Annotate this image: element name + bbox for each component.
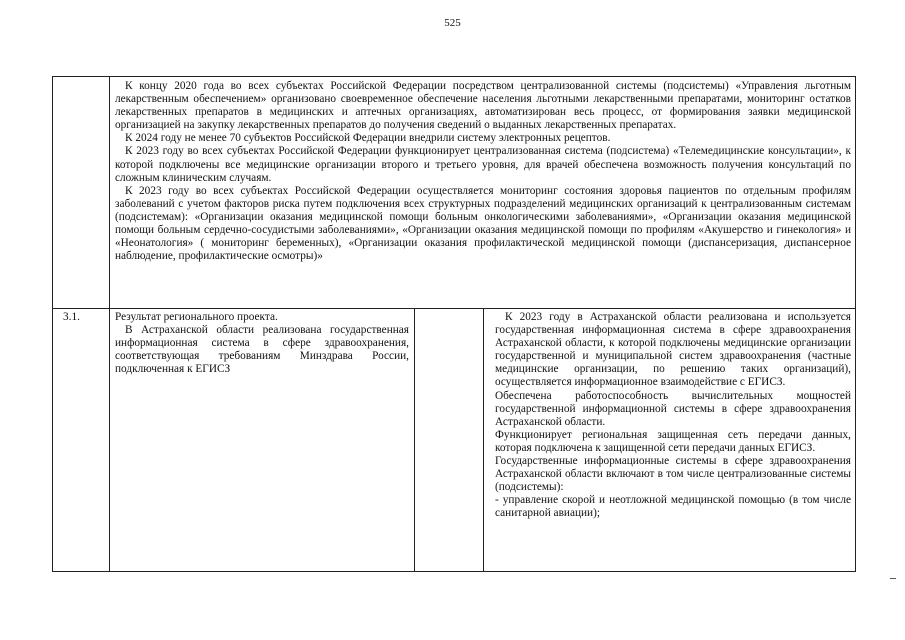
column-divider — [414, 309, 415, 571]
row-number: 3.1. — [63, 311, 80, 323]
paragraph: К 2024 году не менее 70 субъектов Российской Федерации внедрили систему электронных рецептов. — [125, 132, 611, 145]
description-cell — [495, 311, 851, 521]
margin-mark — [890, 578, 896, 579]
document-table — [52, 76, 856, 572]
row-divider — [53, 308, 855, 309]
column-divider — [483, 309, 484, 571]
list-item: - управление скорой и неотложной медицинской помощью (в том числе санитарной авиации); — [495, 494, 851, 520]
paragraph: Государственные информационные системы в сфере здравоохранения Астраханской области включают в том числе централизованные системы (подсистемы): — [495, 455, 851, 494]
paragraph: Обеспечена работоспособность вычислительных мощностей государственной информационной системы в сфере здравоохранения Астраханской области. — [495, 389, 851, 428]
result-heading: Результат регионального проекта. — [115, 311, 278, 323]
paragraph: К 2023 году во всех субъектах Российской Федерации функционирует централизованная система (подсистема) «Телемедицинские консультации», к которой подключены все медицинские организации второго и третьего уровня, для врачей обеспечена возможность получения консультаций по сложным клиническим случаям. — [115, 145, 851, 184]
paragraph: Функционирует региональная защищенная сеть передачи данных, которая подключена к защищенной сети передачи данных ЕГИСЗ. — [495, 428, 851, 454]
page-number: 525 — [444, 17, 461, 29]
paragraph: К концу 2020 года во всех субъектах Российской Федерации посредством централизованной системы (подсистемы) «Управления льготным лекарственным обеспечением» организовано своевременное обеспечение населения льготными лекарственными препаратами, мониторинг остатков лекарственных препаратов в медицинских и аптечных организациях, автоматизирован весь процесс, от формирования заявки медицинской организацией на закупку лекарственных препаратов до получения сведений о выданных лекарственных препаратах. — [115, 80, 851, 132]
top-row-text — [115, 80, 851, 263]
column-divider — [109, 77, 110, 571]
result-text: В Астраханской области реализована государственная информационная система в сфере здравоохранения, соответствующая требованиям Минздрава России, подключенная к ЕГИСЗ — [115, 324, 409, 376]
paragraph: К 2023 году во всех субъектах Российской Федерации осуществляется мониторинг состояния здоровья пациентов по отдельным профилям заболеваний с учетом факторов риска путем подключения всех структурных подразделений медицинских организаций к централизованным системам (подсистемам): «Организации оказания медицинской помощи больным онкологическими заболеваниями», «Организации оказания медицинской помощи больным сердечно-сосудистыми заболеваниями», «Организации оказания медицинской помощи по профилям «Акушерство и гинекология» и «Неонатология» ( мониторинг беременных), «Организации оказания профилактической медицинской помощи (диспансеризация, диспансерное наблюдение, профилактические осмотры)» — [115, 184, 851, 263]
result-cell — [115, 311, 409, 376]
paragraph: К 2023 году в Астраханской области реализована и используется государственная информационная система в сфере здравоохранения Астраханской области, к которой подключены медицинские организации государственной и муниципальной систем здравоохранения (частные медицинские организации, по решению таких организаций), осуществляется информационное взаимодействие с ЕГИСЗ. — [495, 311, 851, 389]
